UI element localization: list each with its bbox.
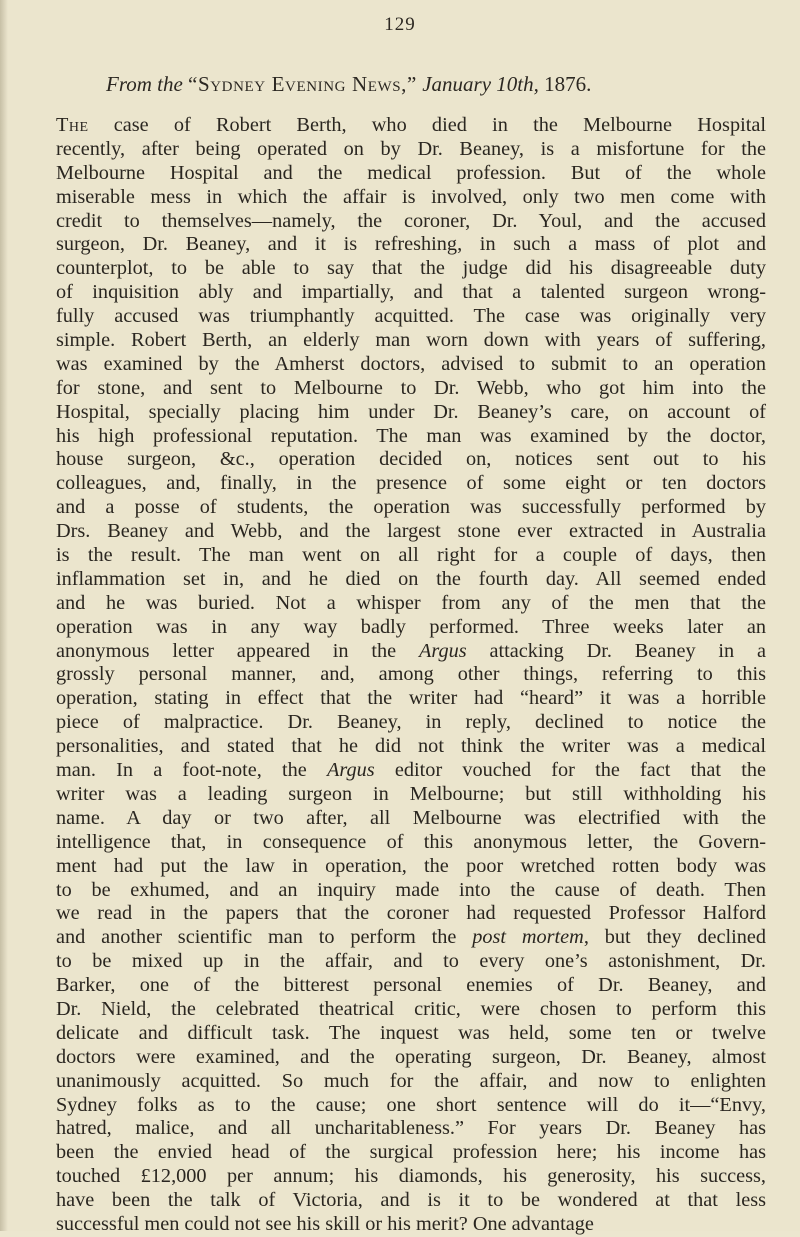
article-line: piece of malpractice. Dr. Beaney, in reply, declined to notice the (56, 711, 766, 734)
article-line: Hospital, specially placing him under Dr. Beaney’s care, on account of (56, 400, 766, 423)
article-line: for stone, and sent to Melbourne to Dr. Webb, who got him into the (56, 376, 766, 399)
article-line: Drs. Beaney and Webb, and the largest stone ever extracted in Australia (56, 520, 766, 543)
article-line: touched £12,000 per annum; his diamonds, his generosity, his success, (56, 1165, 766, 1188)
article-line: is the result. The man went on all right for a couple of days, then (56, 544, 766, 567)
source-attribution (106, 72, 591, 97)
article-line: we read in the papers that the coroner had requested Professor Halford (56, 902, 766, 925)
article-line: of inquisition ably and impartially, and that a talented surgeon wrong- (56, 281, 766, 304)
article-line: Barker, one of the bitterest personal enemies of Dr. Beaney, and (56, 974, 766, 997)
article-body (56, 114, 766, 1237)
article-line: hatred, malice, and all uncharitableness.” For years Dr. Beaney has (56, 1117, 766, 1140)
date-month: January (422, 72, 492, 96)
article-line: ment had put the law in operation, the poor wretched rotten body was (56, 854, 766, 877)
article-line: personalities, and stated that he did not think the writer was a medical (56, 735, 766, 758)
date-year: 1876. (544, 72, 592, 96)
article-line: was examined by the Amherst doctors, advised to submit to an operation (56, 352, 766, 375)
article-line: operation was in any way badly performed. Three weeks later an (56, 615, 766, 638)
date-day: 10th, (496, 72, 539, 96)
article-line: delicate and difficult task. The inquest was held, some ten or twelve (56, 1021, 766, 1044)
article-line: unanimously acquitted. So much for the affair, and now to enlighten (56, 1069, 766, 1092)
article-line: The case of Robert Berth, who died in the Melbourne Hospital (56, 114, 766, 136)
article-line: miserable mess in which the affair is involved, only two men come with (56, 185, 766, 208)
article-first-word: The (56, 114, 89, 136)
article-line: have been the talk of Victoria, and is it to be wondered at that less (56, 1189, 766, 1212)
article-line: grossly personal manner, and, among other things, referring to this (56, 663, 766, 686)
article-line: intelligence that, in consequence of this anonymous letter, the Govern- (56, 830, 766, 853)
article-line: name. A day or two after, all Melbourne was electrified with the (56, 806, 766, 829)
article-line: Sydney folks as to the cause; one short sentence will do it—“Envy, (56, 1093, 766, 1116)
publication-name: “Sydney Evening News,” (188, 72, 417, 96)
article-line: colleagues, and, finally, in the presence of some eight or ten doctors (56, 472, 766, 495)
article-line: anonymous letter appeared in the Argus attacking Dr. Beaney in a (56, 639, 766, 662)
article-line: Dr. Nield, the celebrated theatrical critic, were chosen to perform this (56, 997, 766, 1020)
article-line: inflammation set in, and he died on the fourth day. All seemed ended (56, 567, 766, 590)
article-line: house surgeon, &c., operation decided on, notices sent out to his (56, 448, 766, 471)
page-number: 129 (384, 14, 416, 35)
article-line: writer was a leading surgeon in Melbourne; but still withholding his (56, 782, 766, 805)
article-line: to be mixed up in the affair, and to every one’s astonishment, Dr. (56, 950, 766, 973)
italic-term: Argus (418, 639, 467, 662)
article-line: fully accused was triumphantly acquitted. The case was originally very (56, 305, 766, 328)
article-line: Melbourne Hospital and the medical profession. But of the whole (56, 161, 766, 184)
article-line: and another scientific man to perform the post mortem, but they declined (56, 926, 767, 949)
article-line: his high professional reputation. The man was examined by the doctor, (56, 424, 766, 447)
article-line: and a posse of students, the operation was successfully performed by (56, 496, 766, 519)
article-line: surgeon, Dr. Beaney, and it is refreshing, in such a mass of plot and (56, 233, 766, 256)
source-prefix: From the (106, 72, 183, 96)
article-line: counterplot, to be able to say that the judge did his disagreeable duty (56, 257, 766, 280)
article-line: been the envied head of the surgical profession here; his income has (56, 1141, 766, 1164)
article-line: and he was buried. Not a whisper from any of the men that the (56, 591, 766, 614)
article-line: successful men could not see his skill or his merit? One advantage (56, 1212, 594, 1235)
article-line: man. In a foot-note, the Argus editor vouched for the fact that the (56, 759, 766, 782)
italic-term: post mortem (472, 926, 584, 949)
article-line: recently, after being operated on by Dr. Beaney, is a misfortune for the (56, 137, 766, 160)
page-edge-shadow (0, 0, 8, 1231)
article-line: doctors were examined, and the operating surgeon, Dr. Beaney, almost (56, 1045, 766, 1068)
article-line: to be exhumed, and an inquiry made into the cause of death. Then (56, 878, 766, 901)
article-line: credit to themselves—namely, the coroner, Dr. Youl, and the accused (56, 209, 766, 232)
italic-term: Argus (327, 759, 375, 782)
article-line: simple. Robert Berth, an elderly man worn down with years of suffering, (56, 329, 766, 352)
article-line: operation, stating in effect that the writer had “heard” it was a horrible (56, 687, 766, 710)
